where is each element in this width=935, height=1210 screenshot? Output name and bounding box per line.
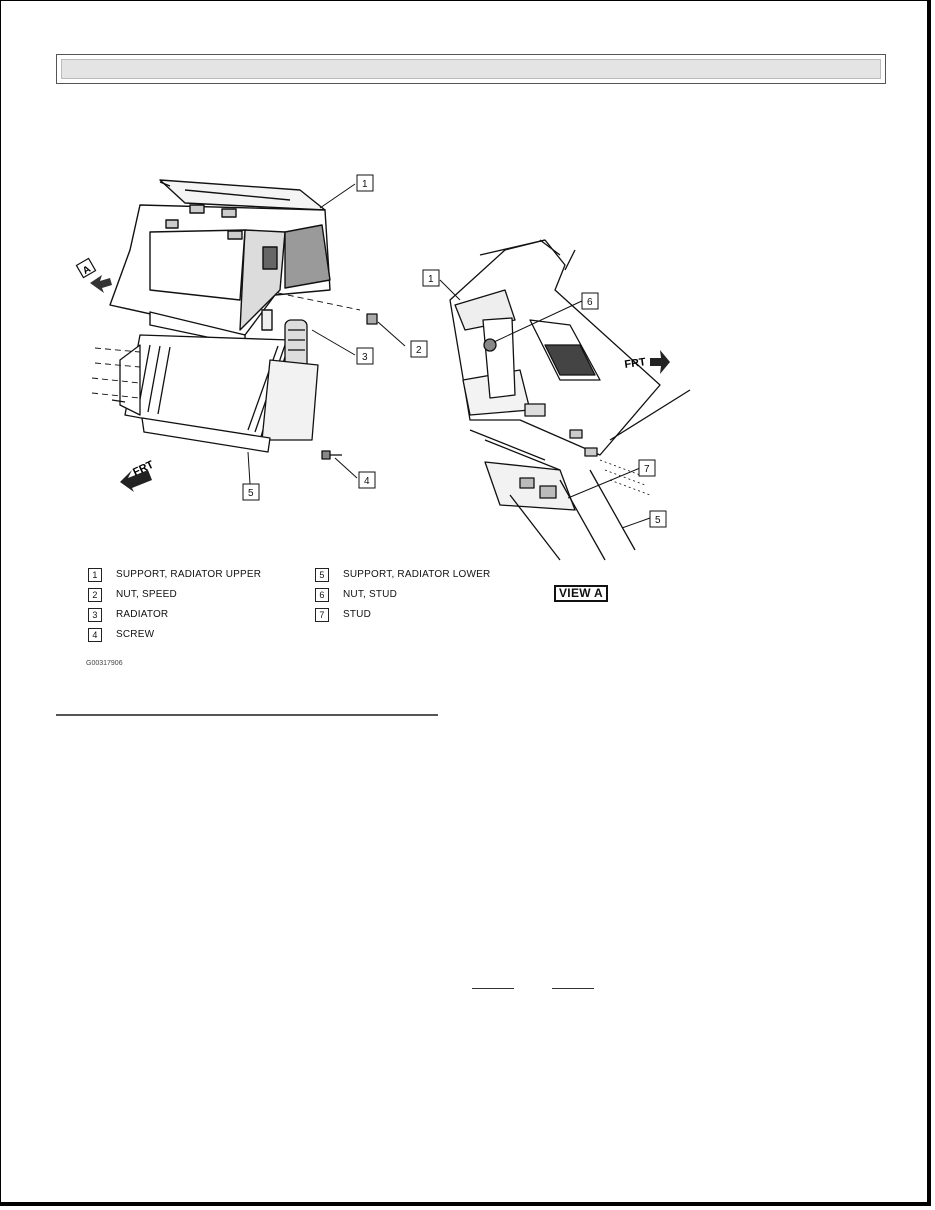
legend-label: NUT, SPEED <box>116 589 177 600</box>
legend-number: 6 <box>315 588 329 602</box>
legend-number: 7 <box>315 608 329 622</box>
view-a-arrow <box>76 258 112 293</box>
callout-3-left: 3 <box>362 352 368 363</box>
callout-7-right: 7 <box>644 464 650 475</box>
callout-1-right: 1 <box>428 274 434 285</box>
legend-label: SUPPORT, RADIATOR UPPER <box>116 569 262 580</box>
section-divider <box>56 714 438 716</box>
view-a-label: VIEW A <box>554 585 608 602</box>
speed-nut-part <box>367 314 377 324</box>
legend-label: STUD <box>343 609 372 620</box>
legend-number: 5 <box>315 568 329 582</box>
blank-underline-2 <box>552 988 594 989</box>
frt-arrow-right <box>650 350 670 374</box>
view-a-arrow-label: A <box>81 263 93 277</box>
figure-code: G00317906 <box>86 660 123 667</box>
legend-label: RADIATOR <box>116 609 169 620</box>
legend-label: SUPPORT, RADIATOR LOWER <box>343 569 491 580</box>
legend-number: 3 <box>88 608 102 622</box>
legend-number: 2 <box>88 588 102 602</box>
frt-label-left: FRT <box>131 458 156 479</box>
callout-5-right: 5 <box>655 515 661 526</box>
blank-underline-1 <box>472 988 514 989</box>
legend-label: NUT, STUD <box>343 589 398 600</box>
frt-label-right: FRT <box>623 356 647 371</box>
callout-6-right: 6 <box>587 297 593 308</box>
callout-2-left: 2 <box>416 345 422 356</box>
callout-4-left: 4 <box>364 476 370 487</box>
legend-number: 1 <box>88 568 102 582</box>
legend-number: 4 <box>88 628 102 642</box>
legend-label: SCREW <box>116 629 155 640</box>
callout-1-left: 1 <box>362 179 368 190</box>
callout-5-left: 5 <box>248 488 254 499</box>
screw-part <box>322 451 342 459</box>
